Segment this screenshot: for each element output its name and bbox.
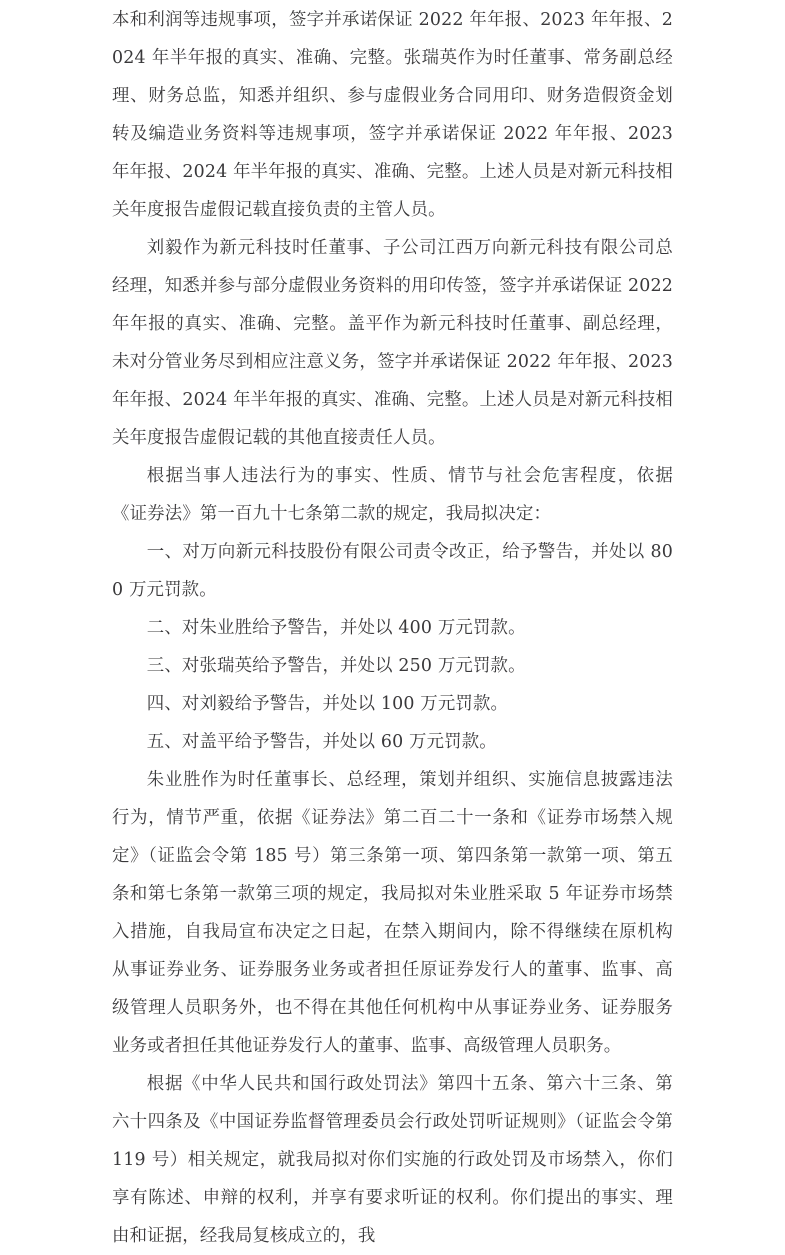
document-body: [112, 1, 673, 1255]
penalty-item-4: 四、对刘毅给予警告，并处以 100 万元罚款。: [146, 694, 509, 714]
penalty-item-2: 二、对朱业胜给予警告，并处以 400 万元罚款。: [146, 618, 526, 638]
penalty-item-3: 三、对张瑞英给予警告，并处以 250 万元罚款。: [146, 656, 526, 676]
paragraph-decision-intro: 根据当事人违法行为的事实、性质、情节与社会危害程度，依据《证券法》第一百九十七条第二款的规定，我局拟决定：: [112, 466, 673, 524]
penalty-item-1: 一、对万向新元科技股份有限公司责令改正，给予警告，并处以 800 万元罚款。: [112, 542, 673, 600]
paragraph-hearing-rights: 根据《中华人民共和国行政处罚法》第四十五条、第六十三条、第六十四条及《中国证券监督管理委员会行政处罚听证规则》（证监会令第 119 号）相关规定，就我局拟对你们实施的行政处罚及市场禁入，你们享有陈述、申辩的权利，并享有要求听证的权利。你们提出的事实、理由和证据，经我局复核成立的，我: [112, 1074, 673, 1246]
paragraph-liu-yi-gai-ping: 刘毅作为新元科技时任董事、子公司江西万向新元科技有限公司总经理，知悉并参与部分虚假业务资料的用印传签，签字并承诺保证 2022 年年报的真实、准确、完整。盖平作为新元科技时任董事、副总经理，未对分管业务尽到相应注意义务，签字并承诺保证 2022 年年报、2023 年年报、2024 年半年报的真实、准确、完整。上述人员是对新元科技相关年度报告虚假记载的其他直接责任人员。: [112, 238, 673, 448]
penalty-item-5: 五、对盖平给予警告，并处以 60 万元罚款。: [146, 732, 497, 752]
paragraph-continued: 本和利润等违规事项，签字并承诺保证 2022 年年报、2023 年年报、2024 年半年报的真实、准确、完整。张瑞英作为时任董事、常务副总经理、财务总监，知悉并组织、参与虚假业务合同用印、财务造假资金划转及编造业务资料等违规事项，签字并承诺保证 2022 年年报、2023 年年报、2024 年半年报的真实、准确、完整。上述人员是对新元科技相关年度报告虚假记载直接负责的主管人员。: [112, 10, 673, 220]
paragraph-market-ban: 朱业胜作为时任董事长、总经理，策划并组织、实施信息披露违法行为，情节严重，依据《证券法》第二百二十一条和《证券市场禁入规定》（证监会令第 185 号）第三条第一项、第四条第一款第一项、第五条和第七条第一款第三项的规定，我局拟对朱业胜采取 5 年证券市场禁入措施，自我局宣布决定之日起，在禁入期间内，除不得继续在原机构从事证券业务、证券服务业务或者担任原证券发行人的董事、监事、高级管理人员职务外，也不得在其他任何机构中从事证券业务、证券服务业务或者担任其他证券发行人的董事、监事、高级管理人员职务。: [112, 770, 673, 1056]
